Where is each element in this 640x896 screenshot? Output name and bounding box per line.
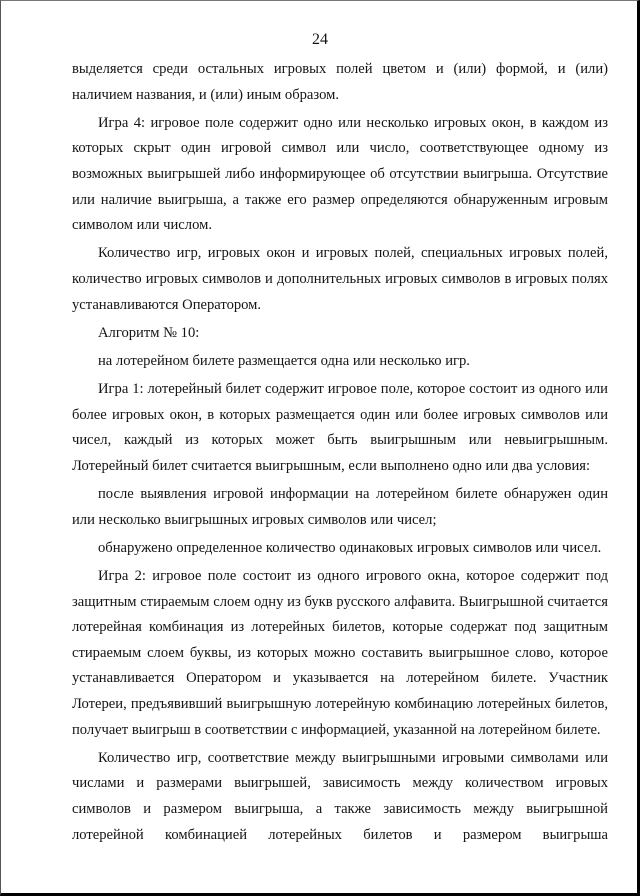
paragraph-9: Игра 2: игровое поле состоит из одного игрового окна, которое содержит под защитным стираемым слоем одну из букв русского алфавита. Выигрышной считается лотерейная комбинация из лотерейных билетов, которые содержат под защитным стираемым слоем буквы, из которых можно составить выигрышное слово, которое устанавливается Оператором и указывается на лотерейном билете. Участник Лотереи, предъявивший выигрышную лотерейную комбинацию лотерейных билетов, получает выигрыш в соответствии с информацией, указанной на лотерейном билете. — [72, 568, 608, 738]
algorithm-heading: Алгоритм № 10: — [98, 324, 200, 341]
paragraph-6: Игра 1: лотерейный билет содержит игровое поле, которое состоит из одного или более игровых окон, в которых размещается один или более игровых символов или чисел, каждый из которых может быть выигрышным или невыигрышным. Лотерейный билет считается выигрышным, если выполнено одно или два условия: — [72, 381, 608, 474]
document-body — [72, 57, 608, 851]
paragraph-1: выделяется среди остальных игровых полей цветом и (или) формой, и (или) наличием названия, и (или) иным образом. — [72, 61, 608, 103]
page-number: 24 — [312, 31, 328, 48]
paragraph-7: после выявления игровой информации на лотерейном билете обнаружен один или несколько выигрышных игровых символов или чисел; — [72, 486, 608, 528]
paragraph-3: Количество игр, игровых окон и игровых полей, специальных игровых полей, количество игровых символов и дополнительных игровых символов в игровых полях устанавливаются Оператором. — [72, 245, 608, 313]
paragraph-2: Игра 4: игровое поле содержит одно или несколько игровых окон, в каждом из которых скрыт один игровой символ или число, соответствующее одному из возможных выигрышей либо информирующее об отсутствии выигрыша. Отсутствие или наличие выигрыша, а также его размер определяются обнаруженным игровым символом или числом. — [72, 114, 608, 234]
paragraph-10: Количество игр, соответствие между выигрышными игровыми символами или числами и размерами выигрышей, зависимость между количеством игровых символов и размером выигрыша, а также зависимость между выигрышной лотерейной комбинацией лотерейных билетов и размером выигрыша — [72, 749, 608, 843]
paragraph-8: обнаружено определенное количество одинаковых игровых символов или чисел. — [98, 539, 602, 556]
paragraph-5: на лотерейном билете размещается одна или несколько игр. — [98, 352, 470, 369]
